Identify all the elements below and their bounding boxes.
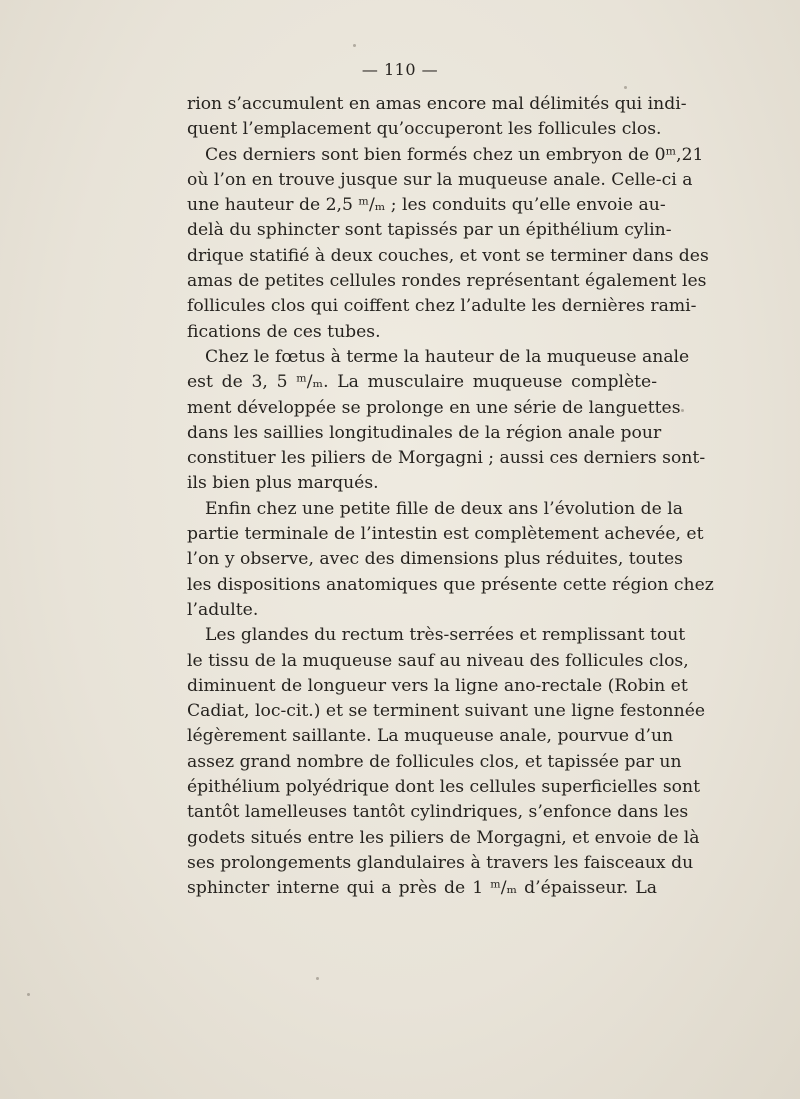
- paper-speck: [27, 993, 30, 996]
- text-line: Chez le fœtus à terme la hauteur de la muqueuse anale: [205, 346, 690, 367]
- text-line: ils bien plus marqués.: [187, 473, 379, 494]
- text-line: assez grand nombre de follicules clos, et tapissée par un: [187, 751, 682, 772]
- text-line: épithélium polyédrique dont les cellules superficielles sont: [187, 777, 700, 798]
- text-line: tantôt lamelleuses tantôt cylindriques, s’enfonce dans les: [187, 802, 689, 823]
- text-line: l’adulte.: [187, 599, 259, 620]
- text-line: quent l’emplacement qu’occuperont les follicules clos.: [187, 119, 662, 140]
- text-line: Enfin chez une petite fille de deux ans l’évolution de la: [205, 498, 684, 519]
- text-line: Cadiat, loc-cit.) et se terminent suivant une ligne festonnée: [187, 701, 706, 722]
- text-line: delà du sphincter sont tapissés par un épithélium cylin-: [187, 220, 672, 241]
- text-line: l’on y observe, avec des dimensions plus réduites, toutes: [187, 549, 683, 570]
- text-line: ment développée se prolonge en une série de languettes: [187, 397, 681, 418]
- text-line: amas de petites cellules rondes représentant également les: [187, 271, 707, 292]
- paper-speck: [624, 86, 627, 89]
- text-line: ses prolongements glandulaires à travers les faisceaux du: [187, 852, 694, 873]
- text-line: dans les saillies longitudinales de la région anale pour: [187, 422, 662, 443]
- text-line: les dispositions anatomiques que présente cette région chez: [187, 574, 714, 595]
- text-line: le tissu de la muqueuse sauf au niveau des follicules clos,: [187, 650, 689, 671]
- text-line: légèrement saillante. La muqueuse anale, pourvue d’un: [187, 726, 674, 747]
- text-line: sphincter interne qui a près de 1 ᵐ/ₘ d’épaisseur. La: [187, 878, 657, 899]
- text-line: follicules clos qui coiffent chez l’adulte les dernières rami-: [187, 296, 697, 317]
- paper-speck: [353, 44, 356, 47]
- text-line: fications de ces tubes.: [187, 321, 381, 342]
- text-line: partie terminale de l’intestin est complètement achevée, et: [187, 524, 704, 545]
- page-number: — 110 —: [361, 60, 439, 79]
- text-line: est de 3, 5 ᵐ/ₘ. La musculaire muqueuse complète-: [187, 372, 657, 393]
- body-text: [187, 92, 714, 902]
- text-line: où l’on en trouve jusque sur la muqueuse anale. Celle-ci a: [187, 169, 693, 190]
- paper-speck: [681, 409, 684, 412]
- paper-speck: [316, 977, 319, 980]
- text-line: godets situés entre les piliers de Morgagni, et envoie de là: [187, 827, 700, 848]
- text-line: drique statifié à deux couches, et vont se terminer dans des: [187, 245, 709, 266]
- text-line: diminuent de longueur vers la ligne ano-rectale (Robin et: [187, 675, 688, 696]
- text-line: Ces derniers sont bien formés chez un embryon de 0ᵐ,21: [205, 144, 704, 165]
- text-line: rion s’accumulent en amas encore mal délimités qui indi-: [187, 94, 687, 114]
- text-line: constituer les piliers de Morgagni ; aussi ces derniers sont-: [187, 448, 706, 469]
- text-line: Les glandes du rectum très-serrées et remplissant tout: [205, 625, 686, 646]
- text-line: une hauteur de 2,5 ᵐ/ₘ ; les conduits qu’elle envoie au-: [187, 195, 666, 216]
